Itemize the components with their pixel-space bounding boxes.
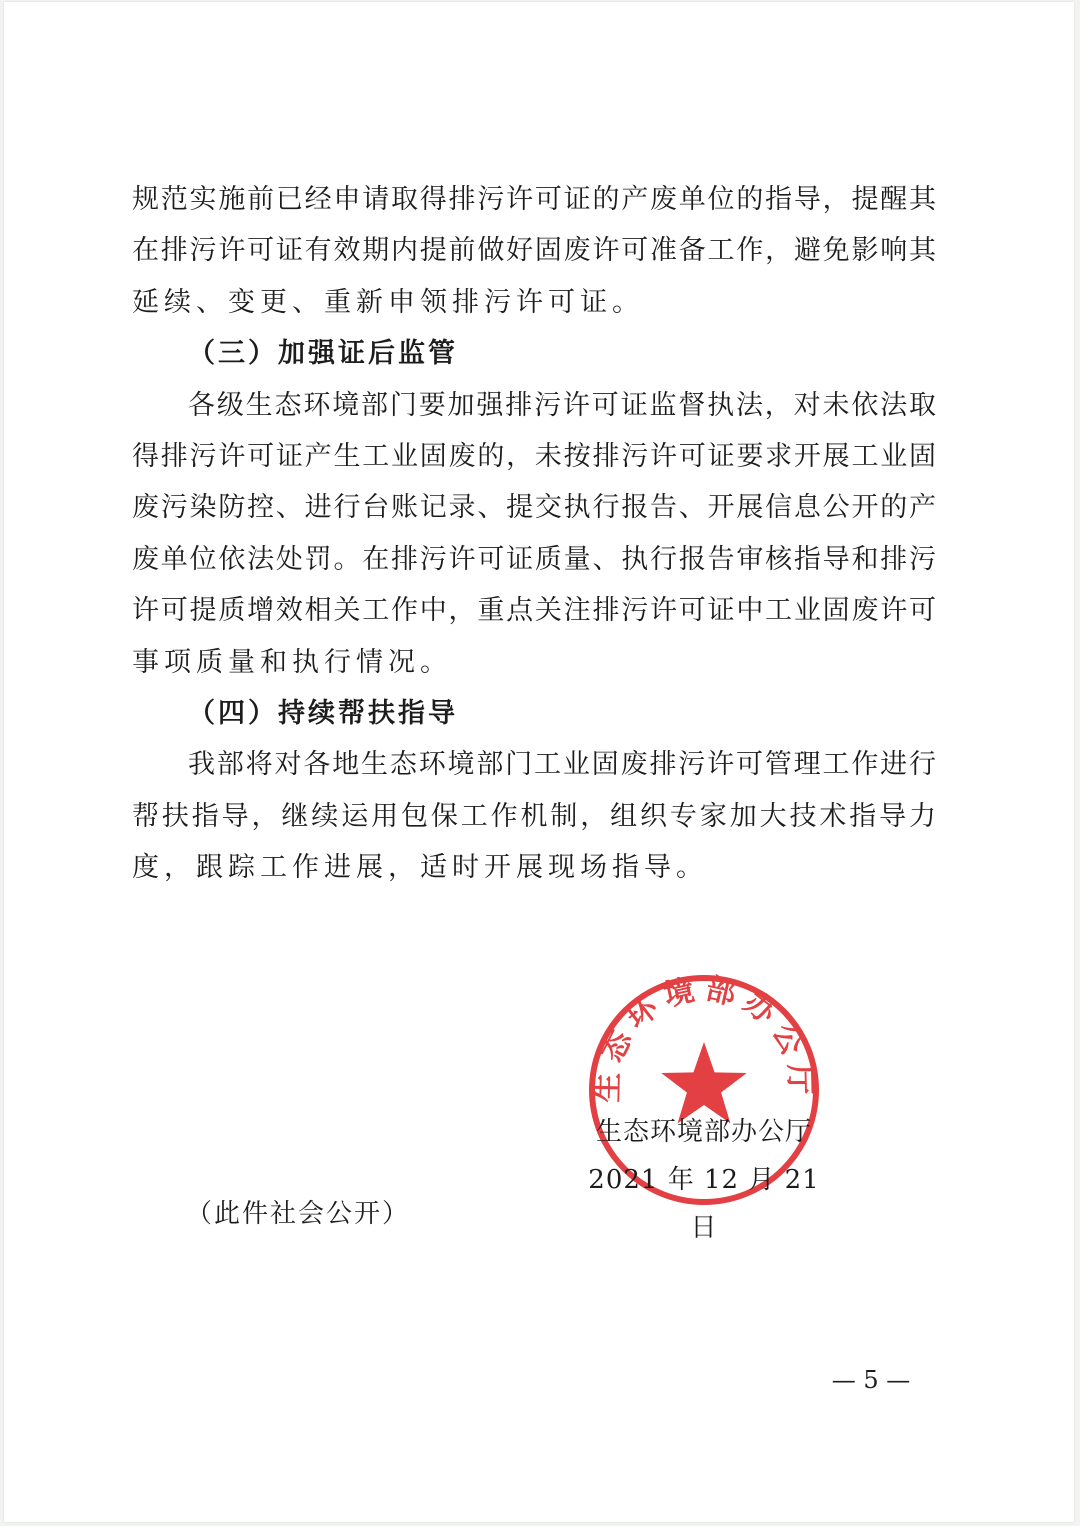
paragraph-line: 各级生态环境部门要加强排污许可证监督执法，对未依法取 [188,389,936,421]
issue-date: 2021 年 12 月 21 日 [588,1165,820,1243]
section-heading-4: （四）持续帮扶指导 [188,697,458,729]
section-heading-3: （三）加强证后监管 [188,338,458,370]
paragraph-line: 许可提质增效相关工作中，重点关注排污许可证中工业固废许可 [132,595,936,627]
issuing-organization: 生态环境部办公厅 [595,1117,812,1147]
paragraph-line: 事项质量和执行情况。 [132,646,452,678]
page-number: — 5 — [831,1366,911,1394]
paragraph-line: 在排污许可证有效期内提前做好固废许可准备工作，避免影响其 [132,235,936,267]
seal-text: 生态环境部办公厅 [590,972,818,1103]
paragraph-line: 我部将对各地生态环境部门工业固废排污许可管理工作进行 [188,749,936,781]
paragraph-line: 规范实施前已经申请取得排污许可证的产废单位的指导，提醒其 [132,184,936,215]
public-disclosure-note: （此件社会公开） [186,1199,411,1229]
document-page [4,2,1074,1522]
paragraph-line: 帮扶指导，继续运用包保工作机制，组织专家加大技术指导力 [132,800,936,832]
paragraph-line: 延续、变更、重新申领排污许可证。 [132,286,644,318]
paragraph-line: 废污染防控、进行台账记录、提交执行报告、开展信息公开的产 [132,492,936,524]
paragraph-line: 度，跟踪工作进展，适时开展现场指导。 [132,852,708,884]
paragraph-line: 得排污许可证产生工业固废的，未按排污许可证要求开展工业固 [132,440,936,472]
document-body [132,174,936,893]
signature-block [584,1108,824,1243]
paragraph-line: 废单位依法处罚。在排污许可证质量、执行报告审核指导和排污 [132,543,936,575]
